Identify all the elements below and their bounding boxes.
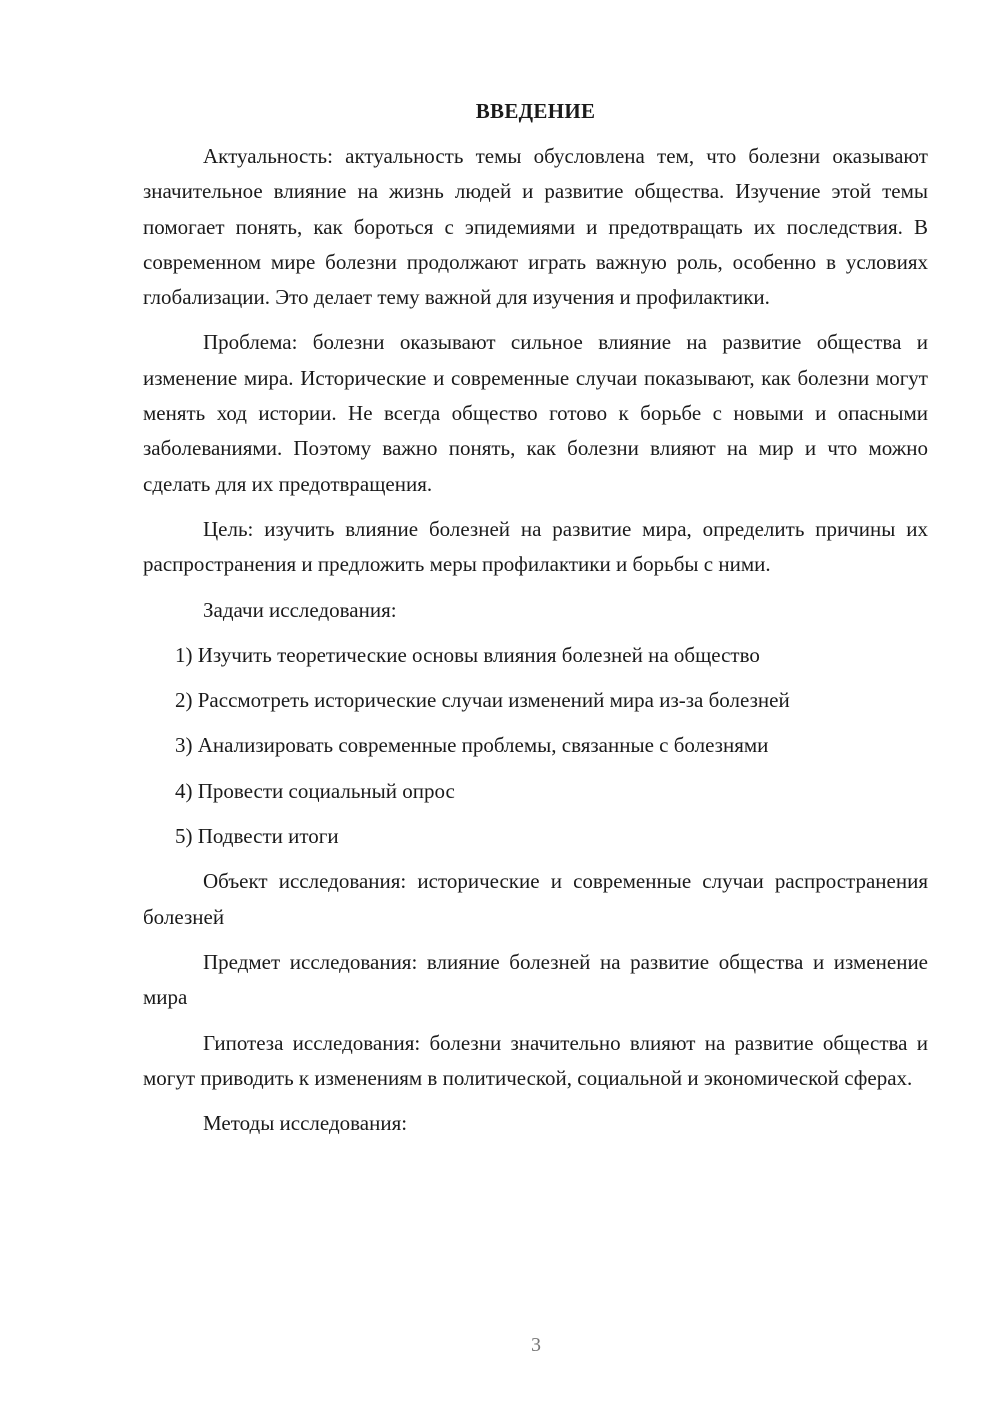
paragraph-subject: Предмет исследования: влияние болезней на развитие общества и изменение мира [143,949,928,1010]
list-item: 4) Провести социальный опрос [175,778,455,803]
section-title: ВВЕДЕНИЕ [475,99,596,123]
paragraph-problem: Проблема: болезни оказывают сильное влияние на развитие общества и изменение мира. Исторические и современные случаи показывают, как болезни могут менять ход истории. Не всегда общество готово к борьбе с новыми и опасными заболеваниями. Поэтому важно понять, как болезни влияют на мир и что можно сделать для их предотвращения. [143,330,928,496]
methods-heading: Методы исследования: [203,1111,408,1136]
list-item: 2) Рассмотреть исторические случаи изменений мира из-за болезней [175,688,790,713]
tasks-list [143,638,928,854]
paragraph-hypothesis: Гипотеза исследования: болезни значительно влияют на развитие общества и могут приводить к изменениям в политической, социальной и экономической сферах. [143,1030,928,1090]
list-item: 1) Изучить теоретические основы влияния болезней на общество [175,642,760,667]
tasks-heading: Задачи исследования: [203,597,397,622]
paragraph-object: Объект исследования: исторические и современные случаи распространения болезней [143,869,928,929]
paragraph-relevance: Актуальность: актуальность темы обусловлена тем, что болезни оказывают значительное влияние на жизнь людей и развитие общества. Изучение этой темы помогает понять, как бороться с эпидемиями и предотвращать их последствия. В современном мире болезни продолжают играть важную роль, особенно в условиях глобализации. Это делает тему важной для изучения и профилактики. [143,144,928,310]
paragraph-goal: Цель: изучить влияние болезней на развитие мира, определить причины их распространения и предложить меры профилактики и борьбы с ними. [143,516,928,577]
list-item: 3) Анализировать современные проблемы, связанные с болезнями [175,733,769,758]
list-item: 5) Подвести итоги [175,824,339,849]
page-content [143,96,928,1151]
page-number: 3 [531,1334,541,1356]
